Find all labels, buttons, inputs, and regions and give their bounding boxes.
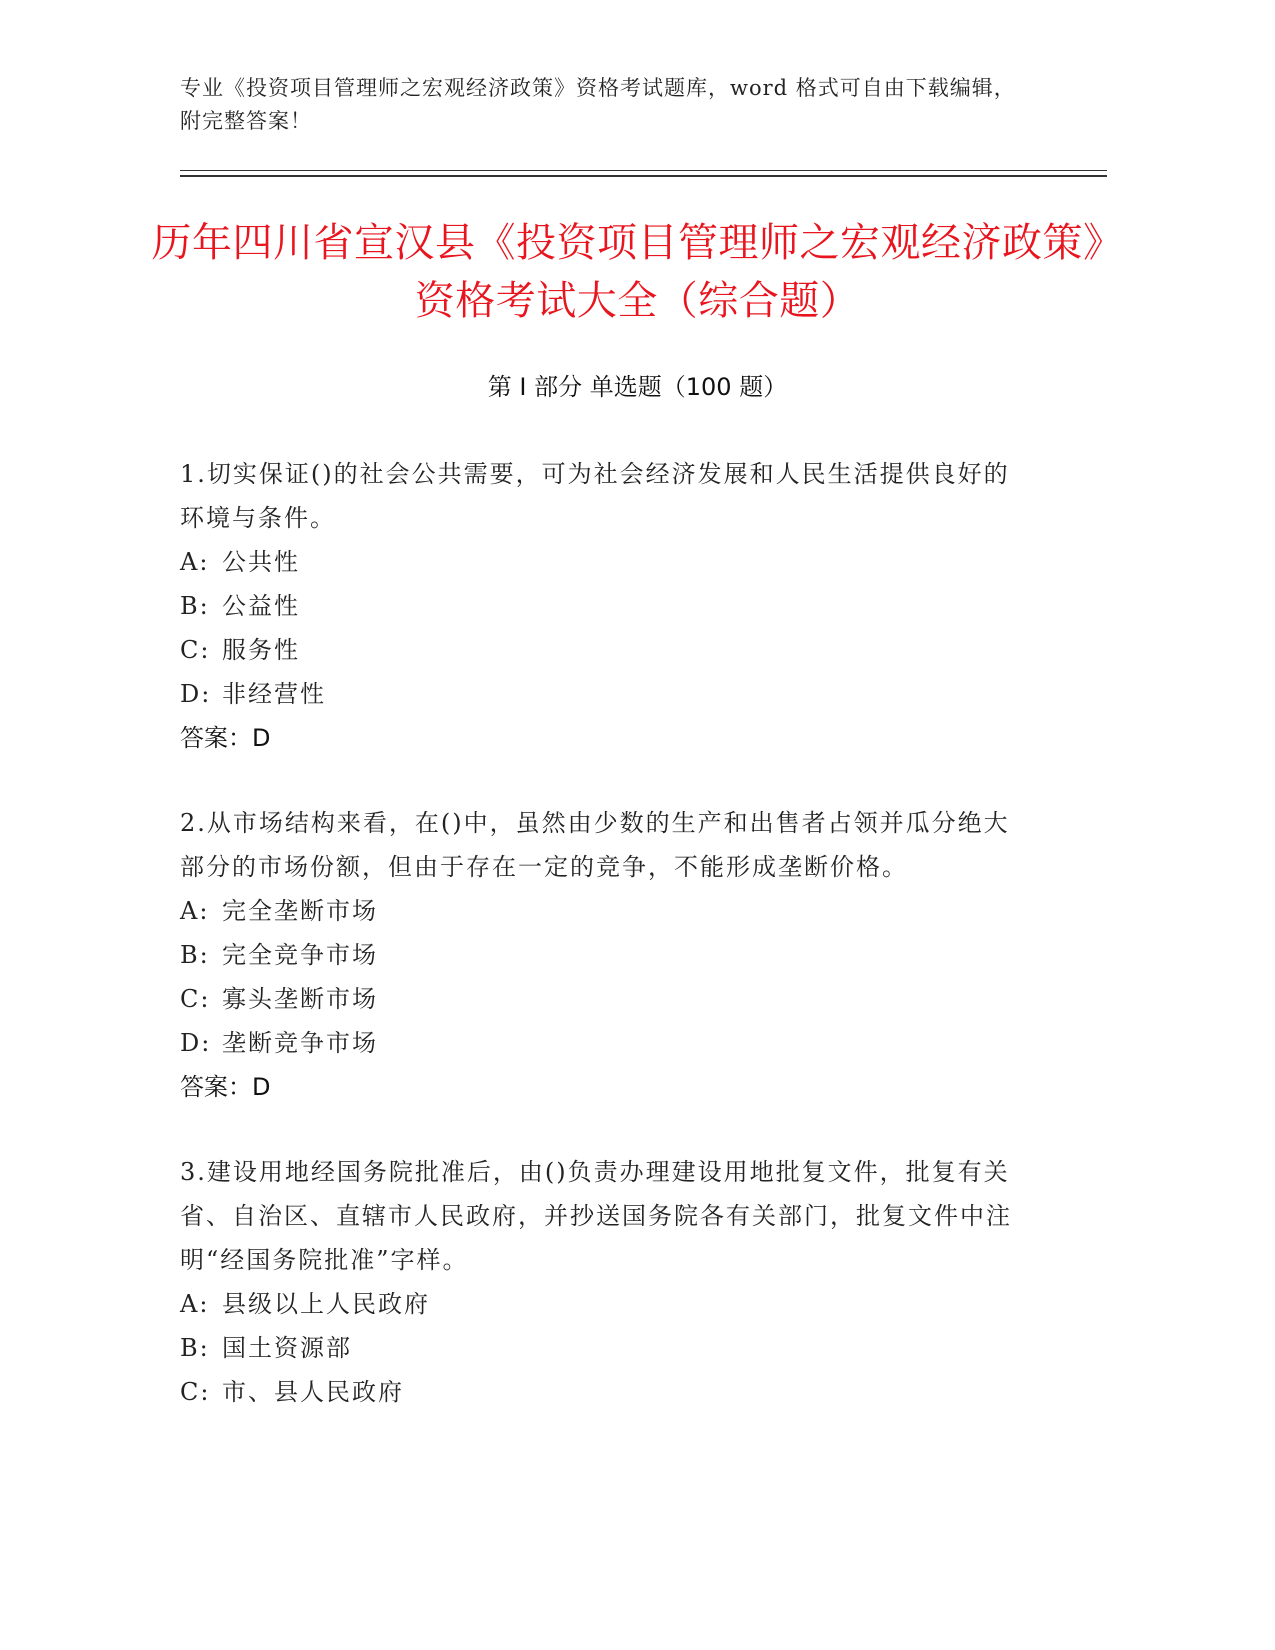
option-key: C: xyxy=(180,1378,211,1406)
option-b xyxy=(180,1326,1030,1370)
document-title: 历年四川省宣汉县《投资项目管理师之宏观经济政策》资格考试大全（综合题） xyxy=(151,220,1124,324)
header-divider-thin xyxy=(180,170,1107,171)
question-stem: 1.切实保证()的社会公共需要，可为社会经济发展和人民生活提供良好的环境与条件。 xyxy=(180,460,1010,532)
option-key: B: xyxy=(180,941,210,969)
option-text: 市、县人民政府 xyxy=(222,1378,404,1406)
option-text: 完全竞争市场 xyxy=(222,941,378,969)
header-note: 专业《投资项目管理师之宏观经济政策》资格考试题库，word 格式可自由下载编辑，附完整答案！ xyxy=(180,76,1016,133)
section-heading: 第 I 部分 单选题（100 题） xyxy=(487,373,788,401)
option-text: 公益性 xyxy=(222,592,300,620)
header-divider-thick xyxy=(180,175,1107,177)
option-text: 寡头垄断市场 xyxy=(222,985,378,1013)
option-key: A: xyxy=(180,548,210,576)
question-stem: 3.建设用地经国务院批准后，由()负责办理建设用地批复文件，批复有关省、自治区、直辖市人民政府，并抄送国务院各有关部门，批复文件中注明“经国务院批准”字样。 xyxy=(180,1158,1012,1274)
question-stem: 2.从市场结构来看，在()中，虽然由少数的生产和出售者占领并瓜分绝大部分的市场份额，但由于存在一定的竞争，不能形成垄断价格。 xyxy=(180,809,1010,881)
option-key: B: xyxy=(180,592,210,620)
option-a xyxy=(180,1282,1030,1326)
option-b xyxy=(180,584,1030,628)
option-c xyxy=(180,1370,1030,1414)
answer-line: 答案：D xyxy=(180,1073,271,1101)
option-a xyxy=(180,540,1030,584)
option-text: 公共性 xyxy=(222,548,300,576)
option-key: C: xyxy=(180,636,211,664)
option-text: 国土资源部 xyxy=(222,1334,352,1362)
question-3 xyxy=(180,1150,1030,1414)
option-text: 非经营性 xyxy=(222,680,326,708)
option-key: D: xyxy=(180,1029,212,1057)
option-c xyxy=(180,628,1030,672)
question-1 xyxy=(180,452,1030,760)
option-key: A: xyxy=(180,897,210,925)
option-key: C: xyxy=(180,985,211,1013)
question-2 xyxy=(180,801,1030,1109)
option-key: A: xyxy=(180,1290,210,1318)
option-key: B: xyxy=(180,1334,210,1362)
option-text: 完全垄断市场 xyxy=(222,897,378,925)
option-d xyxy=(180,1021,1030,1065)
option-a xyxy=(180,889,1030,933)
answer-line: 答案：D xyxy=(180,724,271,752)
option-b xyxy=(180,933,1030,977)
option-c xyxy=(180,977,1030,1021)
option-text: 服务性 xyxy=(222,636,300,664)
option-key: D: xyxy=(180,680,212,708)
option-text: 县级以上人民政府 xyxy=(222,1290,430,1318)
option-d xyxy=(180,672,1030,716)
option-text: 垄断竞争市场 xyxy=(222,1029,378,1057)
